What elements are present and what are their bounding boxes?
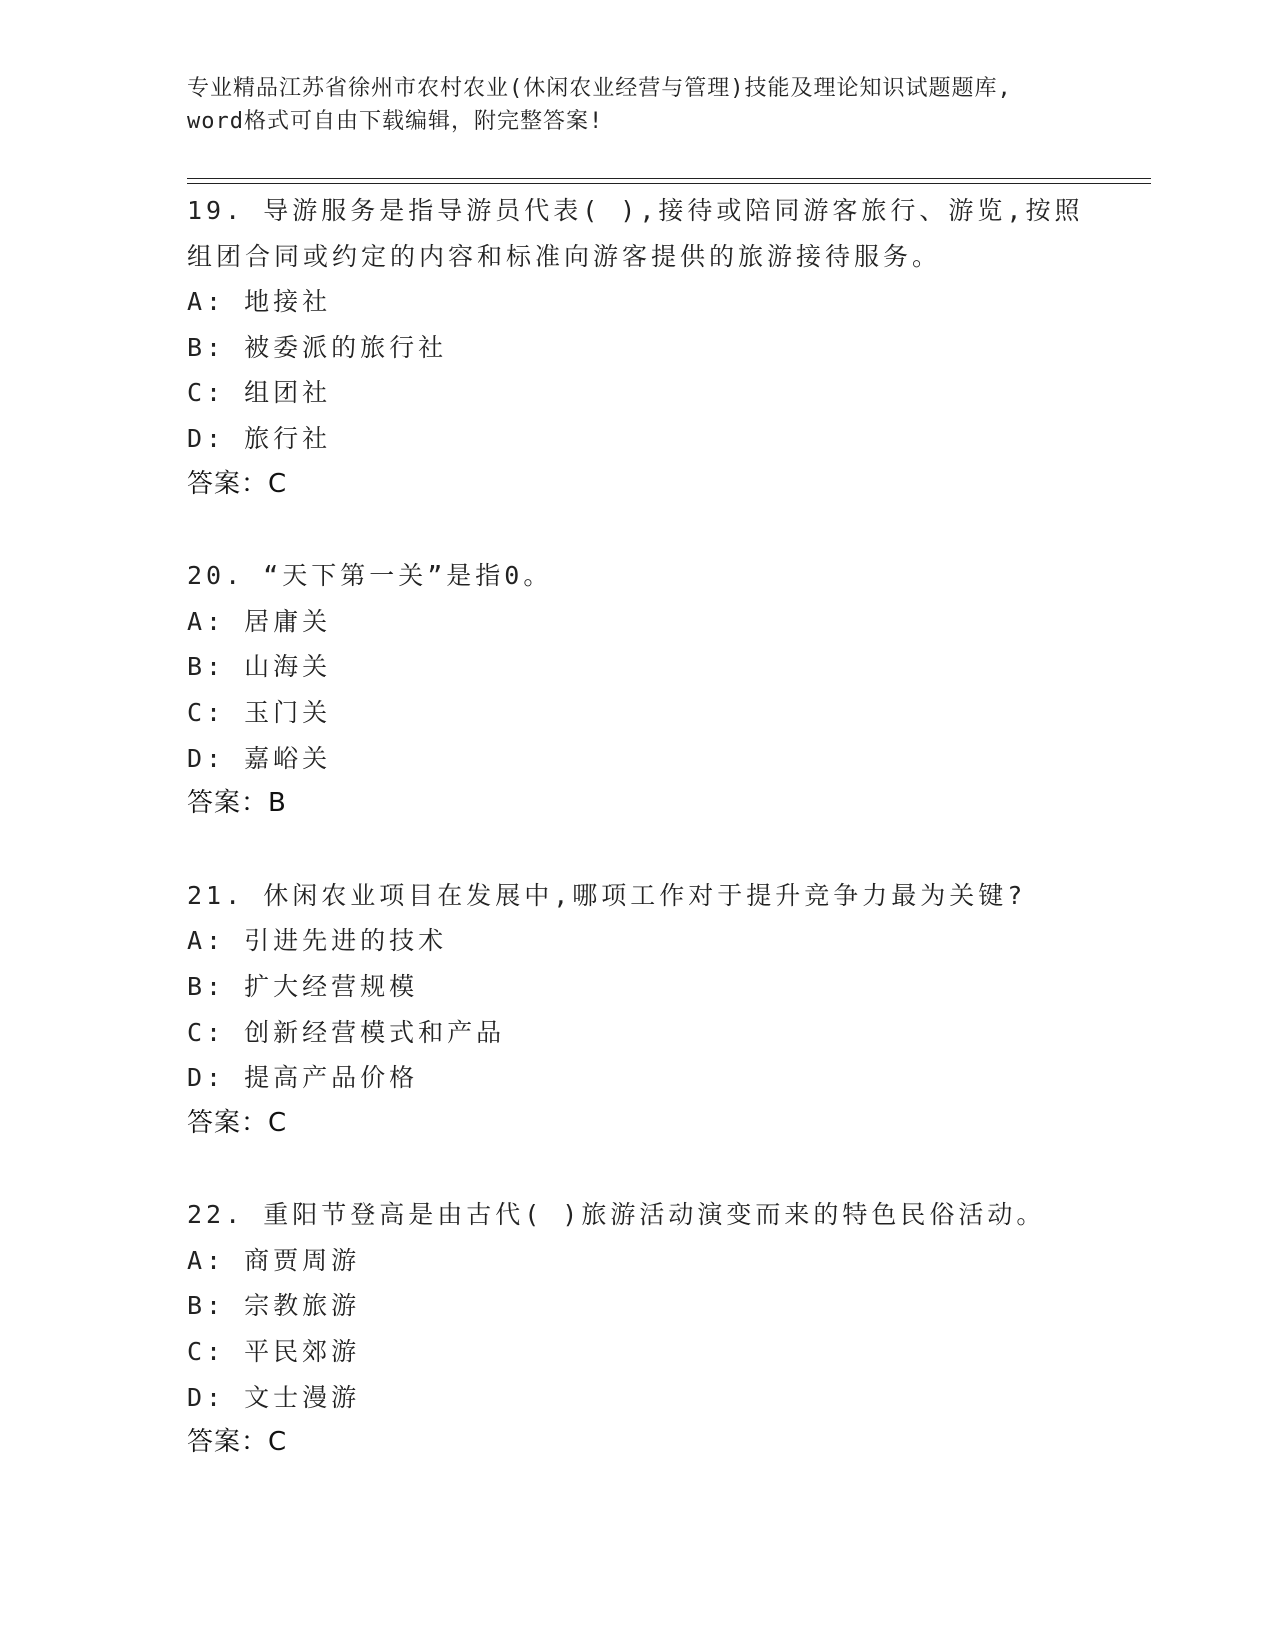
option-c: C: 玉门关 xyxy=(187,697,332,727)
question-22 xyxy=(187,1192,1087,1466)
question-20 xyxy=(187,553,1087,827)
question-stem-line: 组团合同或约定的内容和标准向游客提供的旅游接待服务。 xyxy=(187,241,942,271)
header-line-1: 专业精品江苏省徐州市农村农业(休闲农业经营与管理)技能及理论知识试题题库, xyxy=(187,76,1012,101)
option-a: A: 居庸关 xyxy=(187,606,332,636)
question-list xyxy=(187,188,1087,1512)
answer-line: 答案：C xyxy=(187,468,288,499)
question-stem-line: 22. 重阳节登高是由古代( )旅游活动演变而来的特色民俗活动。 xyxy=(187,1200,1046,1230)
option-b: B: 宗教旅游 xyxy=(187,1291,361,1321)
document-header xyxy=(187,72,1087,138)
question-stem-line: 19. 导游服务是指导游员代表( ),接待或陪同游客旅行、游览,按照 xyxy=(187,196,1084,225)
option-a: A: 地接社 xyxy=(187,287,332,317)
option-b: B: 扩大经营规模 xyxy=(187,971,419,1001)
answer-line: 答案：C xyxy=(187,1107,288,1138)
question-stem-line: 21. 休闲农业项目在发展中,哪项工作对于提升竞争力最为关键? xyxy=(187,880,1027,910)
header-divider-top xyxy=(187,178,1151,179)
header-line-2: word格式可自由下载编辑，附完整答案! xyxy=(187,109,604,134)
option-c: C: 组团社 xyxy=(187,378,332,408)
option-c: C: 平民郊游 xyxy=(187,1337,361,1367)
option-d: D: 旅行社 xyxy=(187,423,332,453)
option-c: C: 创新经营模式和产品 xyxy=(187,1017,506,1047)
option-d: D: 嘉峪关 xyxy=(187,743,332,773)
question-stem-line: 20. “天下第一关”是指0。 xyxy=(187,561,553,591)
option-a: A: 引进先进的技术 xyxy=(187,926,448,956)
option-b: B: 被委派的旅行社 xyxy=(187,332,448,362)
question-21 xyxy=(187,873,1087,1147)
option-a: A: 商贾周游 xyxy=(187,1245,361,1275)
answer-line: 答案：C xyxy=(187,1427,288,1458)
answer-line: 答案：B xyxy=(187,788,287,819)
option-b: B: 山海关 xyxy=(187,652,332,682)
header-divider-bottom xyxy=(187,183,1151,184)
question-19 xyxy=(187,188,1087,507)
option-d: D: 文士漫游 xyxy=(187,1382,361,1412)
option-d: D: 提高产品价格 xyxy=(187,1063,419,1093)
